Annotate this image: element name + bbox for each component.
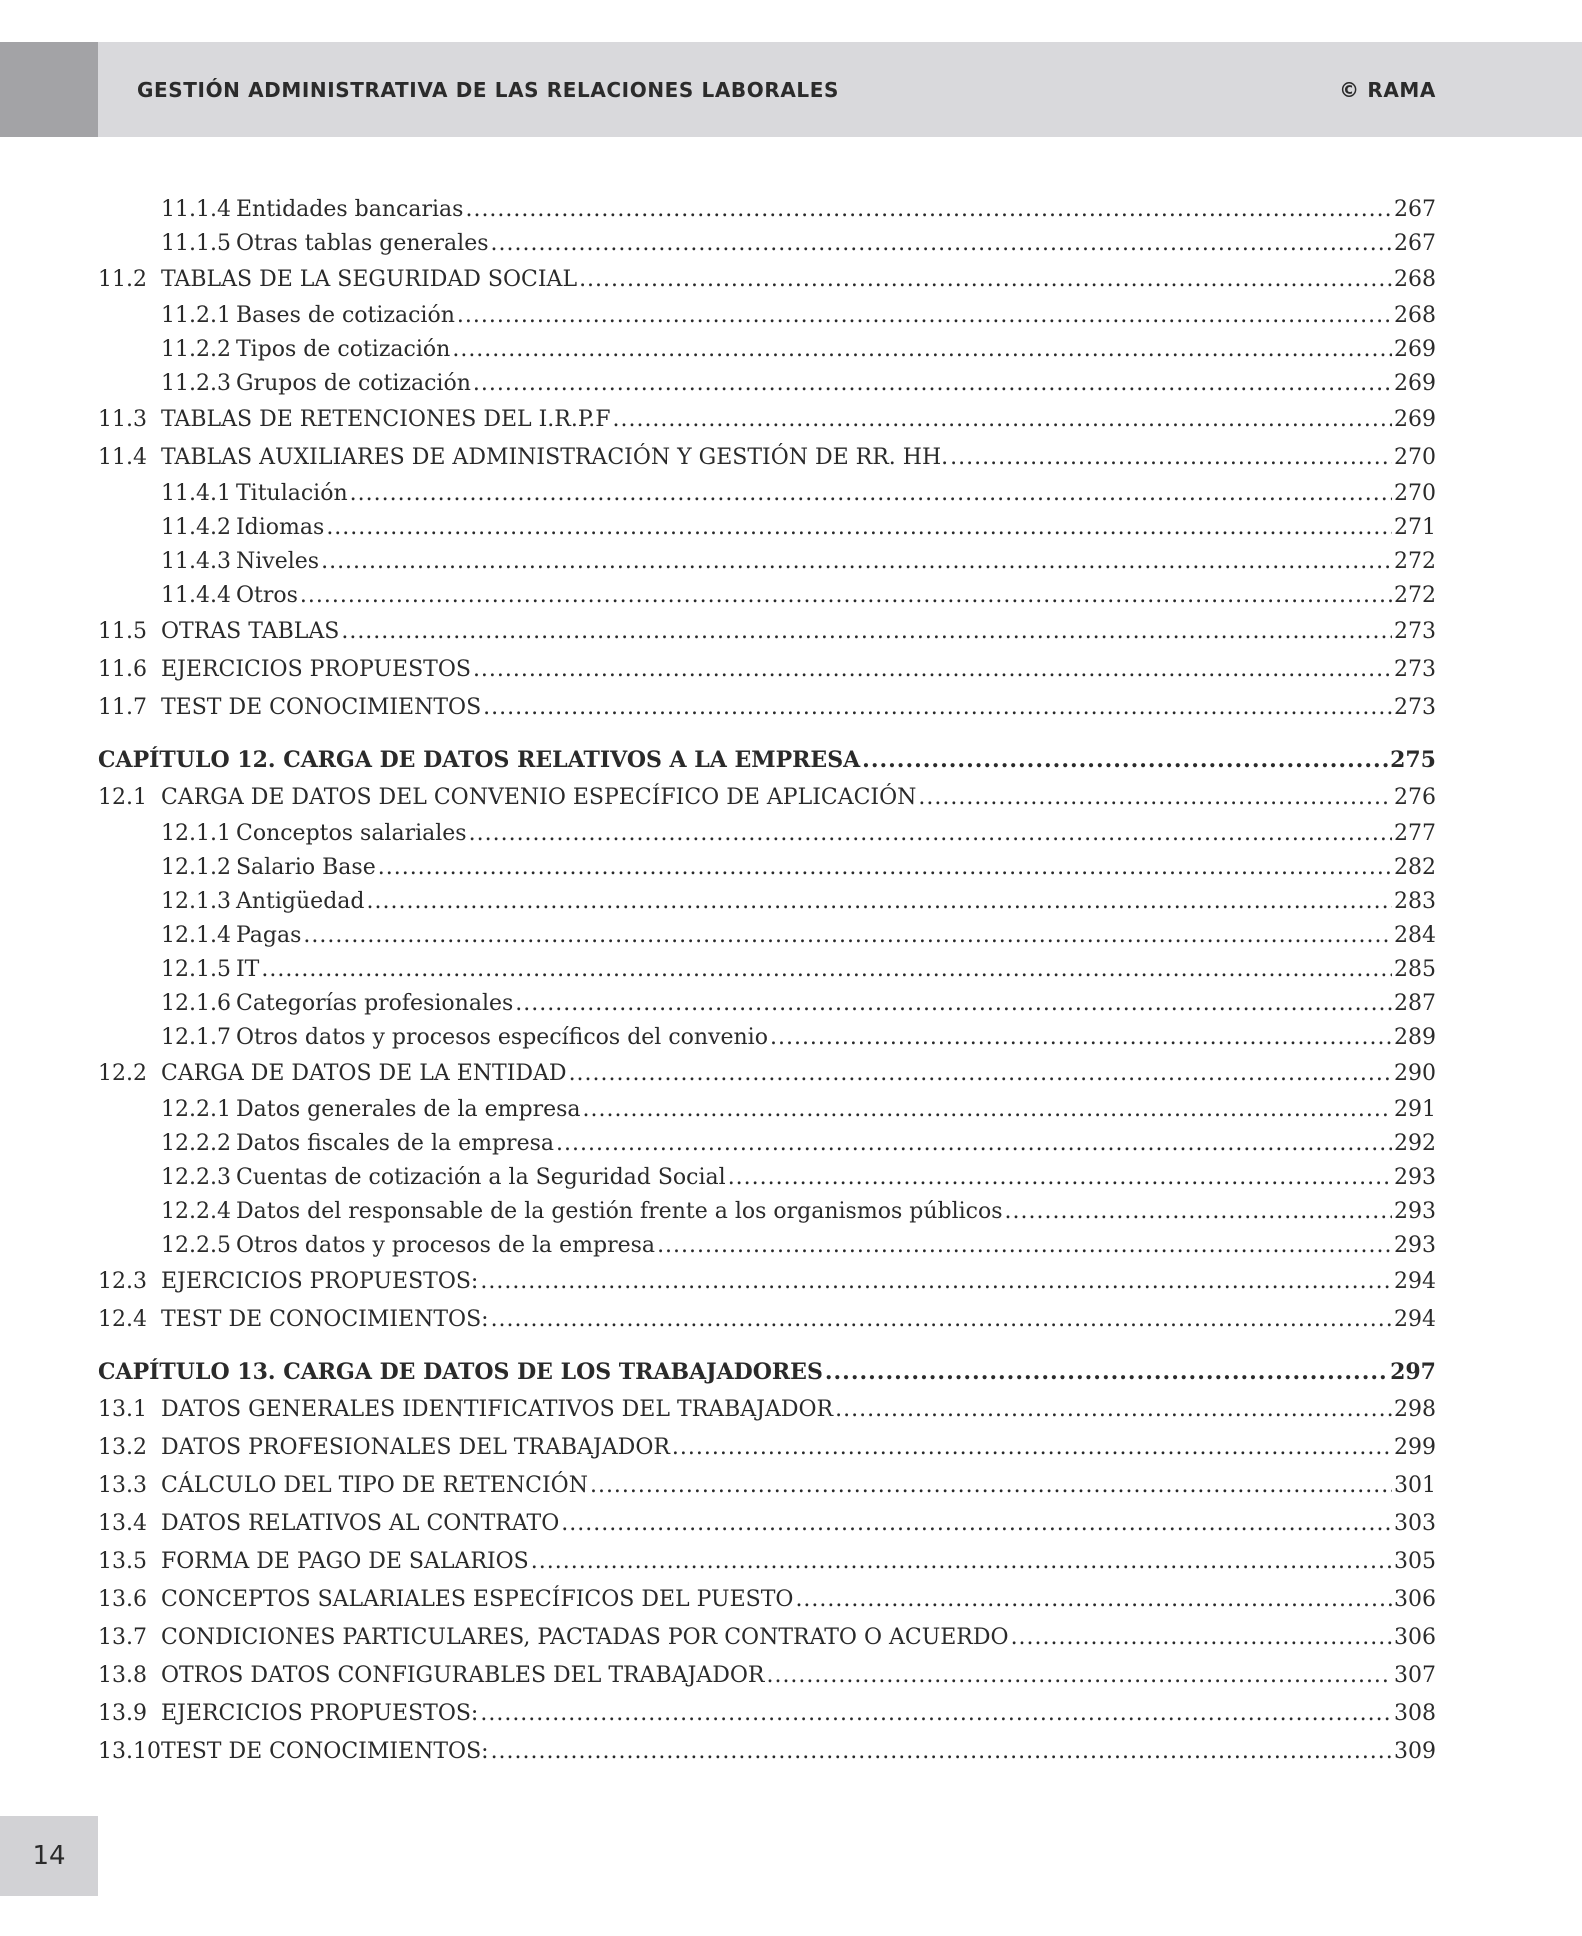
toc-entry-number: 12.2.3: [161, 1165, 231, 1190]
toc-entry-page: 290: [1394, 1061, 1436, 1086]
toc-dot-leader: [825, 1353, 1388, 1391]
toc-entry-page: 282: [1394, 855, 1436, 880]
toc-entry-page: 267: [1394, 231, 1436, 256]
toc-entry-number: 13.3: [98, 1473, 147, 1498]
toc-entry-number: 11.6: [98, 657, 147, 682]
toc-entry-title: TEST DE CONOCIMIENTOS:: [161, 1307, 489, 1332]
toc-entry-number: 13.8: [98, 1663, 147, 1688]
toc-entry[interactable]: [98, 987, 1436, 1021]
toc-entry-title: CAPÍTULO 13. CARGA DE DATOS DE LOS TRABAJADORES: [98, 1359, 823, 1385]
toc-dot-leader: [770, 1021, 1392, 1055]
toc-entry-number: 11.3: [98, 407, 147, 432]
toc-dot-leader: [561, 1505, 1392, 1543]
toc-entry[interactable]: [98, 477, 1436, 511]
toc-entry-page: 297: [1390, 1359, 1436, 1385]
toc-entry-number: 13.10: [98, 1739, 161, 1764]
toc-entry-page: 301: [1394, 1473, 1436, 1498]
toc-entry[interactable]: [98, 1195, 1436, 1229]
toc-entry[interactable]: [98, 545, 1436, 579]
toc-entry-title: EJERCICIOS PROPUESTOS: [161, 657, 471, 682]
toc-entry-page: 292: [1394, 1131, 1436, 1156]
toc-entry-page: 269: [1394, 337, 1436, 362]
toc-entry-number: 11.1.5: [161, 231, 231, 256]
toc-entry[interactable]: [98, 367, 1436, 401]
toc-entry-title: CARGA DE DATOS DE LA ENTIDAD: [161, 1061, 567, 1086]
toc-entry-number: 12.2.5: [161, 1233, 231, 1258]
toc-dot-leader: [515, 987, 1392, 1021]
toc-dot-leader: [491, 1301, 1392, 1339]
toc-entry-page: 272: [1394, 549, 1436, 574]
toc-entry[interactable]: [98, 261, 1436, 299]
toc-entry-number: 11.2.3: [161, 371, 231, 396]
toc-entry-page: 273: [1394, 695, 1436, 720]
toc-chapter-entry[interactable]: [98, 741, 1436, 779]
toc-dot-leader: [918, 779, 1392, 817]
toc-dot-leader: [1005, 1195, 1392, 1229]
toc-dot-leader: [480, 1263, 1392, 1301]
toc-entry[interactable]: [98, 1161, 1436, 1195]
toc-dot-leader: [473, 651, 1392, 689]
toc-entry-number: 11.7: [98, 695, 147, 720]
toc-entry-title: Cuentas de cotización a la Seguridad Social: [235, 1165, 726, 1190]
toc-entry-page: 284: [1394, 923, 1436, 948]
toc-entry[interactable]: [98, 1467, 1436, 1505]
toc-entry-page: 283: [1394, 889, 1436, 914]
toc-entry-page: 273: [1394, 657, 1436, 682]
toc-entry[interactable]: [98, 401, 1436, 439]
toc-dot-leader: [457, 299, 1392, 333]
toc-entry-number: 13.1: [98, 1397, 147, 1422]
toc-entry-number: 12.3: [98, 1269, 147, 1294]
toc-entry-title: CARGA DE DATOS DEL CONVENIO ESPECÍFICO DE APLICACIÓN: [161, 785, 917, 810]
toc-entry-number: 12.2.4: [161, 1199, 231, 1224]
toc-entry-page: 299: [1394, 1435, 1436, 1460]
toc-entry-page: 306: [1394, 1625, 1436, 1650]
toc-entry-number: 12.2.2: [161, 1131, 231, 1156]
toc-entry[interactable]: [98, 1619, 1436, 1657]
toc-entry[interactable]: [98, 953, 1436, 987]
toc-entry-number: 13.6: [98, 1587, 147, 1612]
toc-entry-page: 269: [1394, 371, 1436, 396]
toc-dot-leader: [1011, 1619, 1392, 1657]
toc-entry[interactable]: [98, 1505, 1436, 1543]
toc-entry-page: 305: [1394, 1549, 1436, 1574]
toc-dot-leader: [590, 1467, 1392, 1505]
toc-entry-number: 11.2: [98, 267, 147, 292]
toc-entry-title: Tipos de cotización: [235, 337, 451, 362]
toc-entry-title: TEST DE CONOCIMIENTOS:: [161, 1739, 489, 1764]
toc-entry-number: 12.1.6: [161, 991, 231, 1016]
toc-entry-title: Otros: [235, 583, 298, 608]
toc-dot-leader: [672, 1429, 1392, 1467]
page-number: 14: [32, 1841, 66, 1871]
toc-entry-title: Grupos de cotización: [235, 371, 471, 396]
toc-entry-page: 308: [1394, 1701, 1436, 1726]
toc-entry-page: 275: [1390, 747, 1436, 773]
toc-entry-page: 267: [1394, 197, 1436, 222]
toc-dot-leader: [766, 1657, 1392, 1695]
toc-entry-title: Otras tablas generales: [235, 231, 489, 256]
toc-entry[interactable]: [98, 613, 1436, 651]
toc-entry[interactable]: [98, 1695, 1436, 1733]
toc-entry-page: 273: [1394, 619, 1436, 644]
toc-entry-title: CONCEPTOS SALARIALES ESPECÍFICOS DEL PUESTO: [161, 1587, 794, 1612]
toc-entry-title: Datos generales de la empresa: [235, 1097, 581, 1122]
toc-dot-leader: [469, 817, 1392, 851]
toc-entry-title: TEST DE CONOCIMIENTOS: [161, 695, 482, 720]
toc-entry-page: 272: [1394, 583, 1436, 608]
toc-entry-page: 285: [1394, 957, 1436, 982]
book-title: GESTIÓN ADMINISTRATIVA DE LAS RELACIONES LABORALES: [137, 78, 840, 102]
toc-entry-title: Otros datos y procesos específicos del convenio: [235, 1025, 768, 1050]
toc-entry-page: 294: [1394, 1307, 1436, 1332]
toc-entry[interactable]: [98, 651, 1436, 689]
toc-entry-number: 11.2.1: [161, 303, 231, 328]
toc-entry[interactable]: [98, 779, 1436, 817]
toc-entry-page: 291: [1394, 1097, 1436, 1122]
toc-entry-title: Categorías profesionales: [235, 991, 514, 1016]
toc-entry-title: Otros datos y procesos de la empresa: [235, 1233, 656, 1258]
toc-entry-number: 11.4.4: [161, 583, 231, 608]
toc-entry-page: 307: [1394, 1663, 1436, 1688]
toc-dot-leader: [303, 919, 1392, 953]
toc-entry[interactable]: [98, 1229, 1436, 1263]
toc-entry-number: 12.1.4: [161, 923, 231, 948]
toc-entry[interactable]: [98, 1391, 1436, 1429]
toc-entry-number: 13.9: [98, 1701, 147, 1726]
toc-dot-leader: [657, 1229, 1392, 1263]
toc-dot-leader: [326, 511, 1392, 545]
toc-entry-page: 293: [1394, 1199, 1436, 1224]
toc-dot-leader: [556, 1127, 1392, 1161]
toc-entry-title: TABLAS DE RETENCIONES DEL I.R.P.F: [161, 407, 611, 432]
toc-chapter-entry[interactable]: [98, 1353, 1436, 1391]
toc-entry[interactable]: [98, 511, 1436, 545]
toc-entry[interactable]: [98, 1301, 1436, 1339]
toc-entry-number: 13.5: [98, 1549, 147, 1574]
toc-entry[interactable]: [98, 299, 1436, 333]
toc-entry-title: TABLAS DE LA SEGURIDAD SOCIAL: [161, 267, 578, 292]
toc-entry-page: 303: [1394, 1511, 1436, 1536]
toc-entry-title: Bases de cotización: [235, 303, 455, 328]
toc-entry-title: DATOS PROFESIONALES DEL TRABAJADOR: [161, 1435, 670, 1460]
toc-entry-title: EJERCICIOS PROPUESTOS:: [161, 1701, 479, 1726]
toc-entry-page: 294: [1394, 1269, 1436, 1294]
toc-dot-leader: [350, 477, 1392, 511]
toc-entry[interactable]: [98, 1021, 1436, 1055]
toc-entry-title: CONDICIONES PARTICULARES, PACTADAS POR CONTRATO O ACUERDO: [161, 1625, 1009, 1650]
toc-entry[interactable]: [98, 1263, 1436, 1301]
toc-dot-leader: [491, 1733, 1392, 1771]
toc-dot-leader: [483, 689, 1392, 727]
toc-dot-leader: [300, 579, 1392, 613]
toc-entry[interactable]: [98, 689, 1436, 727]
toc-entry-page: 293: [1394, 1233, 1436, 1258]
toc-entry[interactable]: [98, 885, 1436, 919]
toc-entry-number: 12.2.1: [161, 1097, 231, 1122]
header-corner-block: [0, 42, 98, 137]
toc-dot-leader: [261, 953, 1392, 987]
toc-entry-title: CAPÍTULO 12. CARGA DE DATOS RELATIVOS A LA EMPRESA: [98, 747, 861, 773]
toc-entry-page: 287: [1394, 991, 1436, 1016]
toc-entry-title: Datos fiscales de la empresa: [235, 1131, 554, 1156]
toc-entry[interactable]: [98, 1733, 1436, 1771]
toc-dot-leader: [480, 1695, 1392, 1733]
toc-entry-page: 277: [1394, 821, 1436, 846]
toc-dot-leader: [491, 227, 1392, 261]
toc-dot-leader: [378, 851, 1392, 885]
toc-entry-title: IT: [235, 957, 260, 982]
toc-entry-page: 269: [1394, 407, 1436, 432]
toc-entry-title: TABLAS AUXILIARES DE ADMINISTRACIÓN Y GESTIÓN DE RR. HH.: [161, 445, 949, 470]
toc-dot-leader: [728, 1161, 1392, 1195]
toc-entry[interactable]: [98, 1429, 1436, 1467]
toc-entry-title: DATOS RELATIVOS AL CONTRATO: [161, 1511, 560, 1536]
toc-entry-page: 268: [1394, 303, 1436, 328]
toc-entry-number: 11.4.3: [161, 549, 231, 574]
toc-entry-number: 11.4: [98, 445, 147, 470]
toc-entry[interactable]: [98, 1055, 1436, 1093]
toc-entry-page: 289: [1394, 1025, 1436, 1050]
toc-dot-leader: [583, 1093, 1392, 1127]
toc-entry-page: 293: [1394, 1165, 1436, 1190]
toc-entry-title: Niveles: [235, 549, 320, 574]
toc-entry[interactable]: [98, 919, 1436, 953]
toc-entry-title: Datos del responsable de la gestión frente a los organismos públicos: [235, 1199, 1003, 1224]
toc-entry-number: 13.4: [98, 1511, 147, 1536]
toc-entry[interactable]: [98, 851, 1436, 885]
toc-entry-page: 270: [1394, 445, 1436, 470]
toc-dot-leader: [835, 1391, 1392, 1429]
toc-entry-number: 12.2: [98, 1061, 147, 1086]
toc-entry-title: Entidades bancarias: [235, 197, 464, 222]
toc-entry-title: OTROS DATOS CONFIGURABLES DEL TRABAJADOR: [161, 1663, 765, 1688]
toc-entry-page: 271: [1394, 515, 1436, 540]
toc-entry-title: OTRAS TABLAS: [161, 619, 340, 644]
toc-entry-number: 12.1.2: [161, 855, 231, 880]
toc-dot-leader: [366, 885, 1392, 919]
toc-entry[interactable]: [98, 193, 1436, 227]
toc-entry-number: 13.7: [98, 1625, 147, 1650]
toc-entry-number: 11.1.4: [161, 197, 231, 222]
toc-entry-title: Idiomas: [235, 515, 325, 540]
toc-dot-leader: [612, 401, 1392, 439]
toc-dot-leader: [341, 613, 1392, 651]
toc-entry[interactable]: [98, 1543, 1436, 1581]
toc-dot-leader: [950, 439, 1392, 477]
toc-entry[interactable]: [98, 1581, 1436, 1619]
toc-entry-number: 11.2.2: [161, 337, 231, 362]
toc-entry-title: CÁLCULO DEL TIPO DE RETENCIÓN: [161, 1473, 588, 1498]
toc-entry[interactable]: [98, 227, 1436, 261]
publisher-label: © RAMA: [1339, 78, 1436, 102]
toc-dot-leader: [465, 193, 1392, 227]
toc-entry-title: Conceptos salariales: [235, 821, 467, 846]
toc-entry[interactable]: [98, 817, 1436, 851]
toc-entry-page: 309: [1394, 1739, 1436, 1764]
toc-entry-title: Pagas: [235, 923, 302, 948]
toc-entry[interactable]: [98, 1657, 1436, 1695]
toc-dot-leader: [579, 261, 1392, 299]
toc-entry-title: Salario Base: [235, 855, 376, 880]
toc-entry-number: 12.1.1: [161, 821, 231, 846]
toc-entry-page: 276: [1394, 785, 1436, 810]
toc-entry[interactable]: [98, 333, 1436, 367]
toc-entry-number: 13.2: [98, 1435, 147, 1460]
toc-entry-number: 12.1.7: [161, 1025, 231, 1050]
toc-entry-page: 270: [1394, 481, 1436, 506]
toc-dot-leader: [452, 333, 1392, 367]
toc-entry-title: EJERCICIOS PROPUESTOS:: [161, 1269, 479, 1294]
toc-entry[interactable]: [98, 579, 1436, 613]
toc-entry[interactable]: [98, 1093, 1436, 1127]
toc-entry-number: 12.4: [98, 1307, 147, 1332]
toc-entry[interactable]: [98, 439, 1436, 477]
toc-entry-number: 12.1: [98, 785, 147, 810]
toc-entry-number: 11.5: [98, 619, 147, 644]
toc-entry-page: 268: [1394, 267, 1436, 292]
toc-entry-page: 306: [1394, 1587, 1436, 1612]
toc-entry-title: Antigüedad: [235, 889, 365, 914]
toc-dot-leader: [795, 1581, 1392, 1619]
toc-entry-page: 298: [1394, 1397, 1436, 1422]
toc-entry-title: Titulación: [235, 481, 348, 506]
toc-dot-leader: [862, 741, 1388, 779]
toc-entry[interactable]: [98, 1127, 1436, 1161]
toc-entry-number: 12.1.5: [161, 957, 231, 982]
toc-dot-leader: [473, 367, 1392, 401]
toc-entry-number: 11.4.1: [161, 481, 231, 506]
toc-dot-leader: [531, 1543, 1392, 1581]
table-of-contents: [98, 193, 1436, 1771]
toc-entry-number: 11.4.2: [161, 515, 231, 540]
toc-dot-leader: [321, 545, 1392, 579]
toc-entry-title: FORMA DE PAGO DE SALARIOS: [161, 1549, 529, 1574]
toc-dot-leader: [569, 1055, 1392, 1093]
toc-entry-title: DATOS GENERALES IDENTIFICATIVOS DEL TRABAJADOR: [161, 1397, 834, 1422]
toc-entry-number: 12.1.3: [161, 889, 231, 914]
